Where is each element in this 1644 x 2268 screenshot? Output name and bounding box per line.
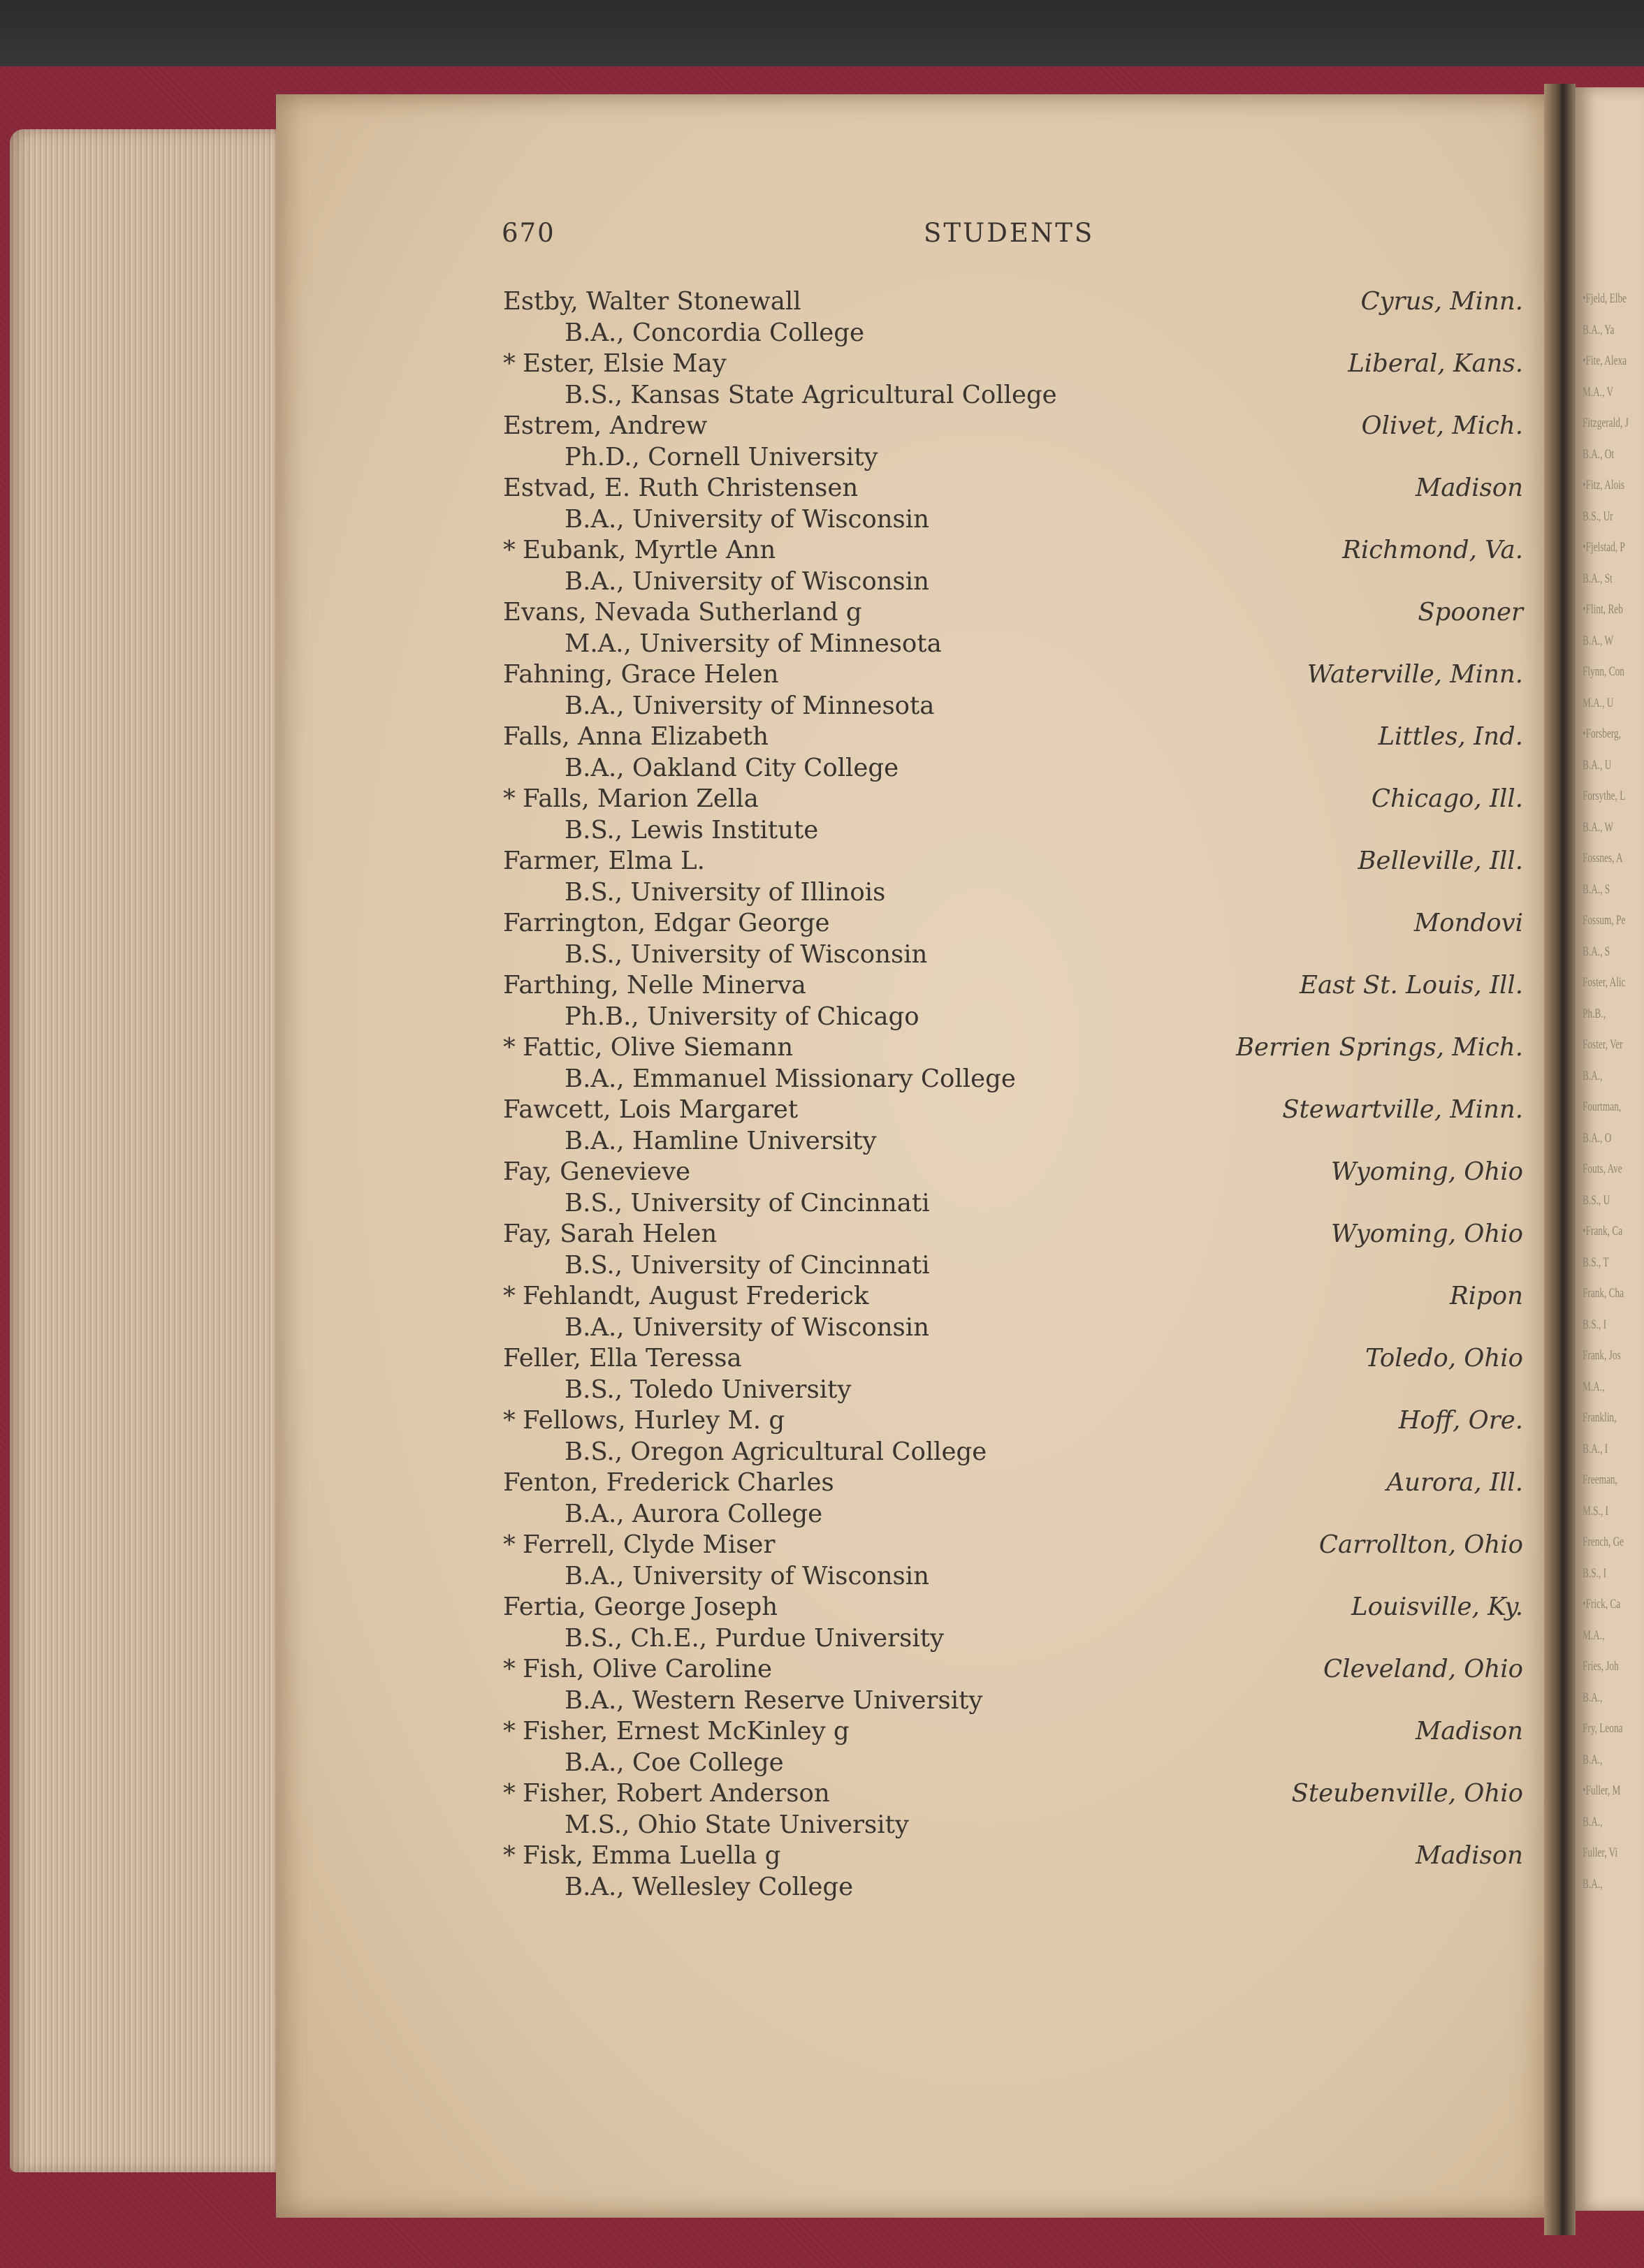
facing-page-fragment: Foster, Ver [1583,1037,1623,1052]
entry-line [503,1095,1523,1126]
facing-page-fragment: B.A., U [1583,757,1612,773]
degree-line: B.A., Concordia College [565,318,864,347]
student-name-text: Fattic, Olive Siemann [523,1033,794,1062]
hometown: Toledo, Ohio [1365,1344,1523,1373]
student-name [503,349,727,380]
degree-line: B.A., Emmanuel Missionary College [565,1064,1016,1093]
degree-line: B.S., University of Cincinnati [565,1250,930,1280]
facing-page-fragment: B.A., I [1583,1441,1608,1456]
student-entry [503,535,1523,597]
student-name [503,1281,868,1312]
facing-page-fragment: Foster, Alic [1583,975,1626,990]
hometown: Cyrus, Minn. [1360,287,1523,316]
hometown: Mondovi [1413,909,1523,937]
facing-page-fragment: B.S., I [1583,1317,1607,1332]
facing-page-fragment: B.A., [1583,1068,1603,1083]
student-entry [503,1157,1523,1219]
facing-page-fragment: B.A., St [1583,571,1613,586]
entry-line [503,1468,1523,1499]
student-name [503,1095,798,1126]
student-name [503,1654,772,1685]
student-entry [503,659,1523,722]
facing-page-fragment: Freeman, [1583,1472,1617,1487]
facing-page-fragment: B.A., [1583,1690,1603,1705]
facing-page-fragment: Frank, Cha [1583,1286,1624,1301]
asterisk-marker: * [503,1033,516,1062]
hometown: Madison [1415,474,1523,502]
student-name-text: Eubank, Myrtle Ann [523,536,776,564]
facing-page-fragment: M.A., [1583,1627,1605,1643]
student-name [503,908,830,939]
hometown: Carrollton, Ohio [1318,1530,1523,1559]
entry-line [503,659,1523,691]
facing-page-fragment: B.A., Ya [1583,322,1615,337]
student-name [503,597,862,629]
student-name-text: Farrington, Edgar George [503,909,830,937]
student-name [503,659,779,691]
hometown: Louisville, Ky. [1351,1593,1523,1621]
student-name-text: Fish, Olive Caroline [523,1655,773,1683]
student-name-text: Estby, Walter Stonewall [503,287,801,316]
student-name-text: Estrem, Andrew [503,411,708,440]
degree-line: B.A., Aurora College [565,1499,823,1528]
entry-line [503,970,1523,1002]
facing-page-fragment: M.A., V [1583,384,1614,400]
hometown: Aurora, Ill. [1386,1468,1523,1497]
asterisk-marker: * [503,1717,516,1746]
asterisk-marker: * [503,1530,516,1559]
degree-line: B.A., University of Minnesota [565,691,935,720]
running-head: STUDENTS [924,218,1095,248]
degree-line: B.S., University of Illinois [565,877,886,907]
hometown: Madison [1415,1841,1523,1870]
degree-line: B.A., University of Wisconsin [565,566,929,596]
student-name-text: Ester, Elsie May [523,349,727,378]
entry-line [503,1157,1523,1188]
entry-line [503,1032,1523,1064]
student-name-text: Farthing, Nelle Minerva [503,971,806,1000]
facing-page-fragment: Fitzgerald, J [1583,416,1629,430]
student-entry [503,1654,1523,1716]
student-name [503,1405,785,1437]
degree-line: M.A., University of Minnesota [565,629,942,658]
student-entry [503,1405,1523,1468]
student-name-text: Fay, Genevieve [503,1157,691,1186]
hometown: East St. Louis, Ill. [1300,971,1523,1000]
degree-line: B.A., Western Reserve University [565,1685,983,1715]
degree-line: B.A., Wellesley College [565,1872,854,1901]
degree-line: B.S., Oregon Agricultural College [565,1437,987,1466]
hometown: Hoff, Ore. [1398,1406,1523,1435]
entry-line [503,1778,1523,1810]
student-entry [503,908,1523,970]
entry-line [503,1405,1523,1437]
asterisk-marker: * [503,536,516,564]
degree-line: B.S., Ch.E., Purdue University [565,1623,945,1653]
student-name-text: Falls, Anna Elizabeth [503,722,769,751]
student-list [503,286,1523,1903]
facing-page-fragment: B.S., Ur [1583,509,1613,524]
student-name-text: Fehlandt, August Frederick [523,1282,869,1310]
degree-line: B.S., University of Wisconsin [565,939,928,969]
entry-line [503,535,1523,566]
hometown: Wyoming, Ohio [1330,1157,1523,1186]
student-entry [503,349,1523,411]
student-name [503,1219,717,1250]
facing-page-fragment: B.S., T [1583,1254,1609,1270]
facing-page-fragment: Fouts, Ave [1583,1162,1622,1176]
facing-page-fragment: Ph.B., [1583,1006,1606,1021]
facing-page-fragment: Franklin, [1583,1410,1617,1425]
entry-line [503,411,1523,442]
hometown: Stewartville, Minn. [1282,1095,1523,1124]
degree-line: B.S., Kansas State Agricultural College [565,380,1057,409]
hometown: Steubenville, Ohio [1291,1779,1523,1808]
entry-line [503,846,1523,877]
asterisk-marker: * [503,1282,516,1310]
entry-line [503,1219,1523,1250]
student-name [503,1841,780,1872]
degree-line: Ph.D., Cornell University [565,442,878,471]
hometown: Madison [1415,1717,1523,1746]
student-name-text: Fisk, Emma Luella g [523,1841,781,1870]
student-name [503,1530,775,1561]
student-name-text: Fisher, Robert Anderson [523,1779,830,1808]
student-name-text: Fahning, Grace Helen [503,660,779,689]
hometown: Chicago, Ill. [1371,784,1523,813]
asterisk-marker: * [503,1779,516,1808]
facing-page-fragment: Fries, Joh [1583,1659,1619,1674]
student-entry [503,473,1523,535]
student-entry [503,1095,1523,1157]
student-entry [503,1592,1523,1654]
student-name-text: Fertia, George Joseph [503,1593,778,1621]
student-entry [503,784,1523,846]
entry-line [503,1530,1523,1561]
facing-page-fragment: B.S., I [1583,1565,1607,1581]
student-entry [503,1778,1523,1841]
facing-page-fragment: •Fjeld, Elbe [1583,291,1627,306]
student-entry [503,1219,1523,1281]
student-name-text: Falls, Marion Zella [523,784,759,813]
facing-page-fragment: B.A., W [1583,633,1614,648]
student-name [503,1716,850,1748]
facing-page-fragment: •Fitz, Alois [1583,478,1625,492]
facing-page-fragment: •Fuller, M [1583,1783,1621,1798]
degree-line: B.A., University of Wisconsin [565,504,929,534]
facing-page-fragment: B.A., Ot [1583,446,1615,462]
student-name [503,722,769,753]
facing-page-fragment: Fry, Leona [1583,1721,1623,1736]
degree-line: B.A., University of Wisconsin [565,1312,929,1342]
entry-line [503,597,1523,629]
student-name-text: Fawcett, Lois Margaret [503,1095,799,1124]
hometown: Berrien Springs, Mich. [1235,1033,1523,1062]
student-name [503,1468,834,1499]
facing-page-fragment: Forsythe, L [1583,789,1626,803]
student-name [503,846,705,877]
student-name [503,473,858,504]
facing-page-fragment: Fossnes, A [1583,851,1623,865]
student-name [503,286,801,318]
facing-page-fragment: •Fjelstad, P [1583,540,1625,555]
degree-line: B.A., Oakland City College [565,753,899,782]
hometown: Olivet, Mich. [1361,411,1523,440]
student-name-text: Evans, Nevada Sutherland g [503,598,862,627]
facing-page-fragment: M.A., U [1583,695,1614,710]
degree-line: Ph.B., University of Chicago [565,1002,919,1031]
facing-page-fragment: B.A., W [1583,819,1614,835]
facing-page-fragment: B.A., O [1583,1130,1612,1146]
entry-line [503,473,1523,504]
degree-line: B.A., Coe College [565,1748,784,1777]
asterisk-marker: * [503,1841,516,1870]
student-entry [503,970,1523,1032]
hometown: Spooner [1418,598,1523,627]
facing-page-fragment: Fuller, Vi [1583,1845,1618,1860]
student-entry [503,846,1523,908]
student-name-text: Feller, Ella Teressa [503,1344,742,1373]
degree-line: B.S., Toledo University [565,1375,852,1404]
student-name [503,1592,778,1623]
student-name [503,1778,830,1810]
asterisk-marker: * [503,349,516,378]
facing-page-fragment: •Flint, Reb [1583,602,1623,617]
student-name-text: Fisher, Ernest McKinley g [523,1717,850,1746]
facing-page-fragment: Fossum, Pe [1583,913,1626,928]
asterisk-marker: * [503,1406,516,1435]
degree-line: B.S., Lewis Institute [565,815,819,844]
page-edges [10,129,282,2172]
student-name [503,411,707,442]
entry-line [503,1716,1523,1748]
student-entry [503,1716,1523,1778]
hometown: Ripon [1449,1282,1523,1310]
facing-page-fragment: B.A., [1583,1752,1603,1767]
student-name [503,1343,742,1375]
hometown: Littles, Ind. [1378,722,1523,751]
student-name-text: Ferrell, Clyde Miser [523,1530,776,1559]
facing-page-fragment: M.S., I [1583,1503,1608,1519]
hometown: Liberal, Kans. [1348,349,1523,378]
entry-line [503,286,1523,318]
facing-page [1576,87,1644,2211]
entry-line [503,1343,1523,1375]
facing-page-fragment: Flynn, Con [1583,664,1624,679]
facing-page-fragment: B.S., U [1583,1192,1610,1208]
student-name-text: Fellows, Hurley M. g [523,1406,785,1435]
entry-line [503,1281,1523,1312]
page-header [0,218,1644,253]
student-name [503,535,776,566]
facing-page-fragment: French, Ge [1583,1535,1624,1549]
asterisk-marker: * [503,784,516,813]
student-entry [503,1281,1523,1343]
facing-page-fragment: •Frick, Ca [1583,1597,1621,1611]
entry-line [503,349,1523,380]
entry-line [503,1654,1523,1685]
degree-line: B.A., Hamline University [565,1126,877,1155]
student-entry [503,1032,1523,1095]
student-entry [503,411,1523,473]
entry-line [503,908,1523,939]
student-name-text: Fay, Sarah Helen [503,1220,718,1248]
degree-line: M.S., Ohio State University [565,1810,909,1839]
degree-line: B.S., University of Cincinnati [565,1188,930,1217]
student-name [503,1032,793,1064]
student-entry [503,1530,1523,1592]
facing-page-fragment: B.A., [1583,1814,1603,1829]
facing-page-fragment: •Frank, Ca [1583,1224,1623,1238]
page-number: 670 [502,218,555,248]
hometown: Belleville, Ill. [1358,847,1523,875]
entry-line [503,1841,1523,1872]
asterisk-marker: * [503,1655,516,1683]
student-name [503,1157,690,1188]
entry-line [503,722,1523,753]
student-entry [503,1841,1523,1903]
hometown: Wyoming, Ohio [1330,1220,1523,1248]
student-name-text: Farmer, Elma L. [503,847,705,875]
student-name [503,784,759,815]
entry-line [503,1592,1523,1623]
facing-page-fragment: B.A., S [1583,944,1610,959]
hometown: Cleveland, Ohio [1323,1655,1523,1683]
book-gutter [1544,84,1576,2235]
facing-page-fragment: •Forsberg, [1583,726,1622,741]
facing-page-fragment: •Fite, Alexa [1583,353,1627,368]
student-entry [503,1343,1523,1405]
hometown: Richmond, Va. [1342,536,1523,564]
facing-page-fragment: Frank, Jos [1583,1348,1621,1363]
student-entry [503,597,1523,659]
student-entry [503,722,1523,784]
student-name-text: Estvad, E. Ruth Christensen [503,474,859,502]
student-name [503,970,806,1002]
facing-page-fragment: M.A., [1583,1379,1605,1394]
entry-line [503,784,1523,815]
student-entry [503,286,1523,349]
student-entry [503,1468,1523,1530]
facing-page-fragment: B.A., S [1583,881,1610,897]
student-name-text: Fenton, Frederick Charles [503,1468,834,1497]
facing-page-fragment: Fourtman, [1583,1099,1622,1114]
facing-page-fragment: B.A., [1583,1876,1603,1892]
degree-line: B.A., University of Wisconsin [565,1561,929,1590]
hometown: Waterville, Minn. [1307,660,1523,689]
